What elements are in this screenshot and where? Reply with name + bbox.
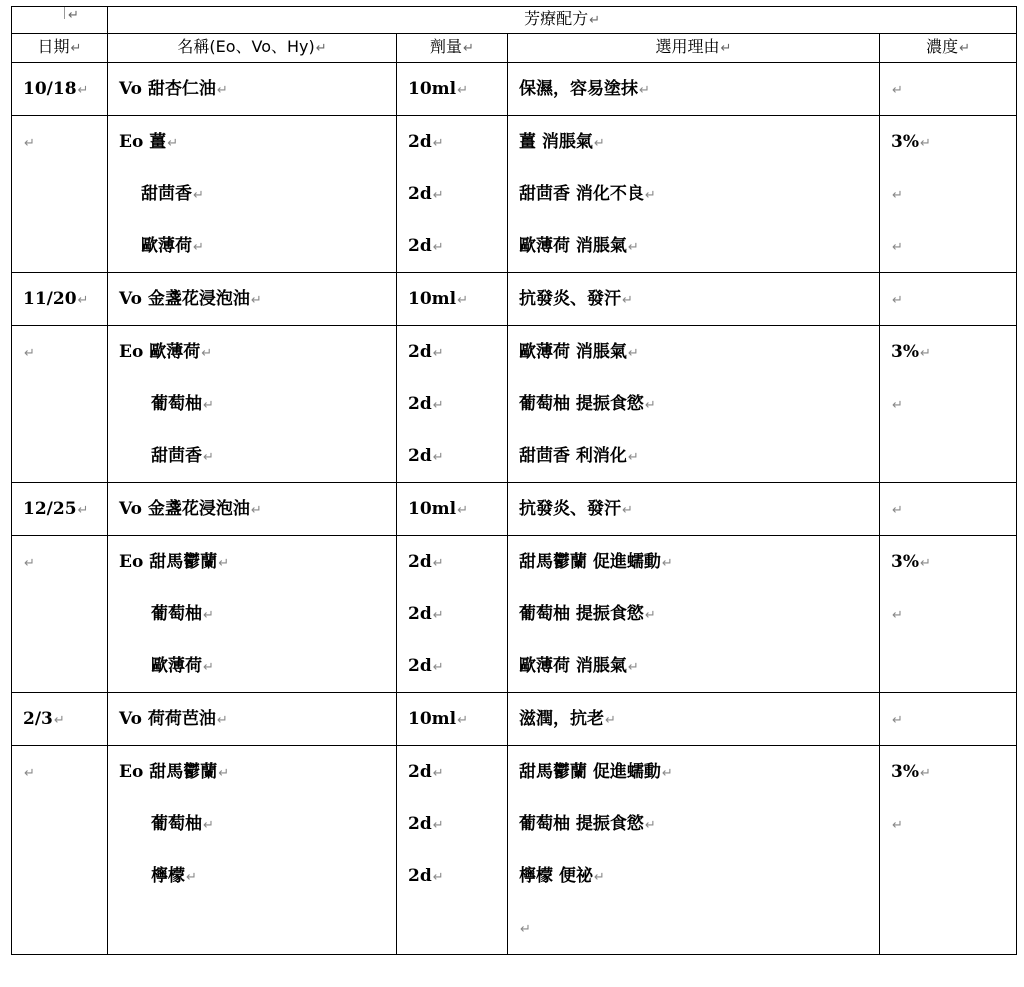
cell-name — [108, 273, 397, 326]
cell-oil-names — [108, 116, 397, 273]
corner-cell — [12, 7, 108, 34]
oil-reason — [508, 326, 879, 378]
paragraph-mark: ↵ — [432, 398, 444, 413]
paragraph-mark: ↵ — [644, 818, 656, 833]
paragraph-mark: ↵ — [250, 503, 262, 518]
paragraph-mark: ↵ — [77, 503, 89, 518]
oil-dose — [397, 798, 507, 850]
oil-name — [108, 378, 396, 430]
essential-oil-row — [12, 536, 1017, 693]
paragraph-mark: ↵ — [77, 83, 89, 98]
oil-reason — [508, 220, 879, 272]
oil-name — [108, 326, 396, 378]
carrier-oil-name-text: Vo 荷荷芭油 — [119, 709, 216, 729]
date-value-text: 12/25 — [23, 499, 77, 519]
oil-name — [108, 168, 396, 220]
col-header-date — [12, 34, 108, 63]
oil-name — [108, 220, 396, 272]
paragraph-mark: ↵ — [218, 766, 230, 781]
table-body — [12, 63, 1017, 955]
oil-dose — [397, 326, 507, 378]
oil-reason-text: 歐薄荷 消脹氣 — [519, 236, 627, 256]
carrier-row — [12, 63, 1017, 116]
table-title-text: 芳療配方 — [524, 9, 589, 28]
cell-name — [108, 63, 397, 116]
header-date-text: 日期 — [37, 37, 70, 56]
oil-dose-text: 2d — [408, 604, 432, 624]
paragraph-mark: ↵ — [622, 293, 633, 308]
paragraph-mark: ↵ — [627, 450, 639, 465]
oil-name-text: Eo 甜馬鬱蘭 — [119, 762, 218, 782]
essential-oil-row — [12, 326, 1017, 483]
carrier-dose — [397, 693, 507, 745]
cell-name — [108, 483, 397, 536]
cell-date-empty — [12, 746, 108, 955]
oil-dose — [397, 116, 507, 168]
essential-oil-row — [12, 746, 1017, 955]
paragraph-mark: ↵ — [892, 188, 903, 203]
cell-reason — [508, 63, 880, 116]
cell-oil-reasons — [508, 746, 880, 955]
oil-dose — [397, 588, 507, 640]
col-header-reason — [508, 34, 880, 63]
oil-reason-text: 甜茴香 消化不良 — [519, 184, 644, 204]
cell-oil-conc — [880, 116, 1017, 273]
carrier-oil-name — [108, 483, 396, 535]
cell-oil-names — [108, 746, 397, 955]
conc-empty — [880, 798, 1016, 850]
oil-name — [108, 116, 396, 168]
col-header-conc — [880, 34, 1017, 63]
paragraph-mark: ↵ — [315, 41, 327, 56]
header-name-text: 名稱(Eo、Vo、Hy) — [177, 37, 315, 56]
cell-date — [12, 273, 108, 326]
cell-dose — [397, 483, 508, 536]
carrier-row — [12, 273, 1017, 326]
carrier-row — [12, 483, 1017, 536]
essential-oil-row — [12, 116, 1017, 273]
paragraph-mark: ↵ — [24, 136, 35, 151]
paragraph-mark: ↵ — [644, 398, 656, 413]
oil-dose — [397, 220, 507, 272]
carrier-dose — [397, 63, 507, 115]
oil-name-text: 甜茴香 — [151, 446, 202, 466]
oil-dose — [397, 536, 507, 588]
paragraph-mark: ↵ — [661, 556, 673, 571]
paragraph-mark: ↵ — [201, 346, 213, 361]
paragraph-mark: ↵ — [892, 83, 903, 98]
date-value-text: 10/18 — [23, 79, 77, 99]
date-value-text: 2/3 — [23, 709, 53, 729]
date-empty — [12, 116, 107, 168]
paragraph-mark: ↵ — [892, 503, 903, 518]
paragraph-mark: ↵ — [203, 398, 214, 413]
cell-conc — [880, 483, 1017, 536]
oil-dose-text: 2d — [408, 132, 432, 152]
carrier-reason — [508, 63, 879, 115]
oil-reason-text: 歐薄荷 消脹氣 — [519, 656, 627, 676]
paragraph-mark: ↵ — [24, 346, 35, 361]
cell-date-empty — [12, 326, 108, 483]
header-reason-text: 選用理由 — [655, 37, 720, 56]
oil-conc-text: 3% — [891, 342, 919, 362]
paragraph-mark: ↵ — [193, 240, 204, 255]
paragraph-mark: ↵ — [216, 83, 228, 98]
paragraph-mark: ↵ — [186, 870, 197, 885]
oil-conc — [880, 746, 1016, 798]
carrier-dose-text: 10ml — [408, 289, 457, 309]
cell-oil-reasons — [508, 536, 880, 693]
cell-oil-names — [108, 536, 397, 693]
oil-name — [108, 640, 396, 692]
oil-name — [108, 430, 396, 482]
conc-empty — [880, 378, 1016, 430]
paragraph-mark: ↵ — [919, 346, 931, 361]
cell-oil-conc — [880, 746, 1017, 955]
oil-reason — [508, 588, 879, 640]
paragraph-mark: ↵ — [24, 556, 35, 571]
aromatherapy-table — [11, 6, 1017, 955]
oil-dose-text: 2d — [408, 184, 432, 204]
paragraph-mark: ↵ — [892, 293, 903, 308]
paragraph-mark: ↵ — [892, 398, 903, 413]
paragraph-mark: ↵ — [457, 503, 469, 518]
carrier-dose-text: 10ml — [408, 79, 457, 99]
paragraph-mark: ↵ — [919, 136, 931, 151]
oil-name-text: 葡萄柚 — [151, 604, 202, 624]
paragraph-mark: ↵ — [203, 660, 214, 675]
cell-oil-doses — [397, 746, 508, 955]
paragraph-mark: ↵ — [892, 713, 903, 728]
cell-date — [12, 63, 108, 116]
carrier-oil-name-text: Vo 金盞花浸泡油 — [119, 499, 250, 519]
date-value-text: 11/20 — [23, 289, 77, 309]
paragraph-mark: ↵ — [167, 136, 179, 151]
oil-reason — [508, 378, 879, 430]
paragraph-mark: ↵ — [919, 556, 931, 571]
paragraph-mark: ↵ — [432, 450, 444, 465]
oil-reason — [508, 746, 879, 798]
cell-oil-names — [108, 326, 397, 483]
paragraph-mark: ↵ — [68, 8, 79, 23]
carrier-dose — [397, 273, 507, 325]
carrier-reason-text: 保濕，容易塗抹 — [519, 79, 638, 99]
document-page — [11, 6, 1017, 955]
cell-oil-reasons — [508, 116, 880, 273]
carrier-reason — [508, 273, 879, 325]
paragraph-mark: ↵ — [432, 346, 444, 361]
oil-reason-text: 葡萄柚 提振食慾 — [519, 394, 644, 414]
oil-name-text: 葡萄柚 — [151, 814, 202, 834]
paragraph-mark: ↵ — [457, 83, 469, 98]
oil-reason-text: 檸檬 便祕 — [519, 866, 593, 886]
paragraph-mark: ↵ — [593, 136, 605, 151]
conc-empty — [880, 168, 1016, 220]
oil-name-text: Eo 甜馬鬱蘭 — [119, 552, 218, 572]
oil-dose — [397, 378, 507, 430]
oil-dose-text: 2d — [408, 656, 432, 676]
carrier-reason-text: 滋潤，抗老 — [519, 709, 604, 729]
header-dose-text: 劑量 — [430, 37, 463, 56]
oil-reason — [508, 116, 879, 168]
paragraph-mark: ↵ — [627, 660, 639, 675]
carrier-row — [12, 693, 1017, 746]
oil-name — [108, 588, 396, 640]
oil-name-text: 葡萄柚 — [151, 394, 202, 414]
oil-dose-text: 2d — [408, 394, 432, 414]
conc-empty — [880, 483, 1016, 535]
carrier-dose-text: 10ml — [408, 499, 457, 519]
paragraph-mark: ↵ — [661, 766, 673, 781]
cell-name — [108, 693, 397, 746]
paragraph-mark: ↵ — [432, 766, 444, 781]
carrier-oil-name — [108, 693, 396, 745]
carrier-reason — [508, 483, 879, 535]
carrier-oil-name — [108, 63, 396, 115]
oil-reason-text: 甜馬鬱蘭 促進蠕動 — [519, 552, 661, 572]
cell-conc — [880, 693, 1017, 746]
oil-reason — [508, 798, 879, 850]
paragraph-mark: ↵ — [892, 240, 903, 255]
carrier-oil-name-text: Vo 金盞花浸泡油 — [119, 289, 250, 309]
oil-dose — [397, 168, 507, 220]
paragraph-mark: ↵ — [644, 188, 656, 203]
cell-reason — [508, 483, 880, 536]
oil-reason — [508, 536, 879, 588]
oil-name-text: 歐薄荷 — [151, 656, 202, 676]
cell-dose — [397, 273, 508, 326]
oil-dose-text: 2d — [408, 236, 432, 256]
blank-line — [108, 902, 396, 954]
paragraph-mark: ↵ — [644, 608, 656, 623]
date-empty — [12, 326, 107, 378]
cell-dose — [397, 63, 508, 116]
conc-empty — [880, 588, 1016, 640]
table-title — [108, 7, 1017, 34]
paragraph-mark: ↵ — [627, 346, 639, 361]
oil-reason — [508, 168, 879, 220]
oil-dose-text: 2d — [408, 814, 432, 834]
oil-name-text: 歐薄荷 — [141, 236, 192, 256]
oil-reason-text: 葡萄柚 提振食慾 — [519, 604, 644, 624]
cell-date-empty — [12, 536, 108, 693]
cell-oil-doses — [397, 116, 508, 273]
paragraph-mark: ↵ — [432, 136, 444, 151]
oil-dose-text: 2d — [408, 866, 432, 886]
header-conc-text: 濃度 — [926, 37, 959, 56]
paragraph-mark: ↵ — [203, 608, 214, 623]
paragraph-mark: ↵ — [892, 818, 903, 833]
conc-empty — [880, 273, 1016, 325]
cell-reason — [508, 693, 880, 746]
paragraph-mark: ↵ — [457, 713, 469, 728]
paragraph-mark: ↵ — [432, 188, 444, 203]
cell-oil-conc — [880, 326, 1017, 483]
conc-empty — [880, 63, 1016, 115]
paragraph-mark: ↵ — [892, 608, 903, 623]
carrier-dose-text: 10ml — [408, 709, 457, 729]
col-header-dose — [397, 34, 508, 63]
blank-line — [397, 902, 507, 954]
paragraph-mark: ↵ — [622, 503, 633, 518]
title-row — [12, 7, 1017, 34]
paragraph-mark: ↵ — [457, 293, 469, 308]
paragraph-mark: ↵ — [432, 660, 444, 675]
oil-name-text: Eo 薑 — [119, 132, 167, 152]
oil-name-text: 甜茴香 — [141, 184, 192, 204]
cell-date — [12, 693, 108, 746]
paragraph-mark: ↵ — [432, 556, 444, 571]
paragraph-mark: ↵ — [77, 293, 89, 308]
oil-dose — [397, 746, 507, 798]
oil-conc-text: 3% — [891, 132, 919, 152]
cell-conc — [880, 273, 1017, 326]
carrier-reason — [508, 693, 879, 745]
paragraph-mark: ↵ — [203, 450, 214, 465]
header-row — [12, 34, 1017, 63]
conc-empty — [880, 693, 1016, 745]
date-value — [12, 273, 107, 325]
paragraph-mark: ↵ — [250, 293, 262, 308]
oil-name — [108, 536, 396, 588]
oil-reason — [508, 640, 879, 692]
paragraph-mark: ↵ — [432, 818, 444, 833]
paragraph-mark: ↵ — [463, 41, 474, 56]
date-empty — [12, 536, 107, 588]
oil-conc — [880, 536, 1016, 588]
oil-dose — [397, 850, 507, 902]
col-header-name — [108, 34, 397, 63]
oil-name — [108, 746, 396, 798]
paragraph-mark: ↵ — [639, 83, 650, 98]
date-value — [12, 483, 107, 535]
oil-reason-text: 甜茴香 利消化 — [519, 446, 627, 466]
corner-tick — [64, 7, 65, 19]
oil-name-text: Eo 歐薄荷 — [119, 342, 201, 362]
date-empty — [12, 746, 107, 798]
carrier-dose — [397, 483, 507, 535]
oil-conc — [880, 326, 1016, 378]
cell-dose — [397, 693, 508, 746]
oil-reason — [508, 850, 879, 902]
oil-dose-text: 2d — [408, 552, 432, 572]
paragraph-mark: ↵ — [605, 713, 616, 728]
carrier-reason-text: 抗發炎、發汗 — [519, 499, 621, 519]
oil-reason-text: 甜馬鬱蘭 促進蠕動 — [519, 762, 661, 782]
paragraph-mark: ↵ — [203, 818, 214, 833]
cell-oil-doses — [397, 326, 508, 483]
cell-oil-conc — [880, 536, 1017, 693]
carrier-reason-text: 抗發炎、發汗 — [519, 289, 621, 309]
oil-name-text: 檸檬 — [151, 866, 185, 886]
paragraph-mark: ↵ — [53, 713, 65, 728]
conc-empty — [880, 220, 1016, 272]
oil-dose — [397, 640, 507, 692]
paragraph-mark: ↵ — [959, 41, 970, 56]
paragraph-mark: ↵ — [70, 41, 82, 56]
cell-conc — [880, 63, 1017, 116]
paragraph-mark: ↵ — [432, 870, 444, 885]
paragraph-mark: ↵ — [218, 556, 230, 571]
paragraph-mark: ↵ — [720, 41, 732, 56]
oil-dose — [397, 430, 507, 482]
oil-reason — [508, 430, 879, 482]
carrier-oil-name — [108, 273, 396, 325]
date-value — [12, 693, 107, 745]
cell-date — [12, 483, 108, 536]
paragraph-mark: ↵ — [432, 608, 444, 623]
cell-oil-reasons — [508, 326, 880, 483]
oil-conc — [880, 116, 1016, 168]
paragraph-mark: ↵ — [193, 188, 204, 203]
paragraph-mark: ↵ — [24, 766, 35, 781]
paragraph-mark: ↵ — [593, 870, 605, 885]
oil-conc-text: 3% — [891, 552, 919, 572]
paragraph-mark: ↵ — [216, 713, 228, 728]
oil-reason-text: 薑 消脹氣 — [519, 132, 593, 152]
oil-dose-text: 2d — [408, 446, 432, 466]
carrier-oil-name-text: Vo 甜杏仁油 — [119, 79, 216, 99]
paragraph-mark: ↵ — [520, 922, 531, 937]
oil-reason-text: 歐薄荷 消脹氣 — [519, 342, 627, 362]
oil-dose-text: 2d — [408, 342, 432, 362]
cell-reason — [508, 273, 880, 326]
paragraph-mark: ↵ — [589, 13, 600, 28]
cell-oil-doses — [397, 536, 508, 693]
paragraph-mark: ↵ — [627, 240, 639, 255]
cell-date-empty — [12, 116, 108, 273]
paragraph-mark: ↵ — [919, 766, 931, 781]
date-value — [12, 63, 107, 115]
oil-reason-text: 葡萄柚 提振食慾 — [519, 814, 644, 834]
paragraph-mark: ↵ — [432, 240, 444, 255]
empty-paragraph — [508, 902, 879, 954]
oil-conc-text: 3% — [891, 762, 919, 782]
oil-name — [108, 850, 396, 902]
oil-dose-text: 2d — [408, 762, 432, 782]
oil-name — [108, 798, 396, 850]
